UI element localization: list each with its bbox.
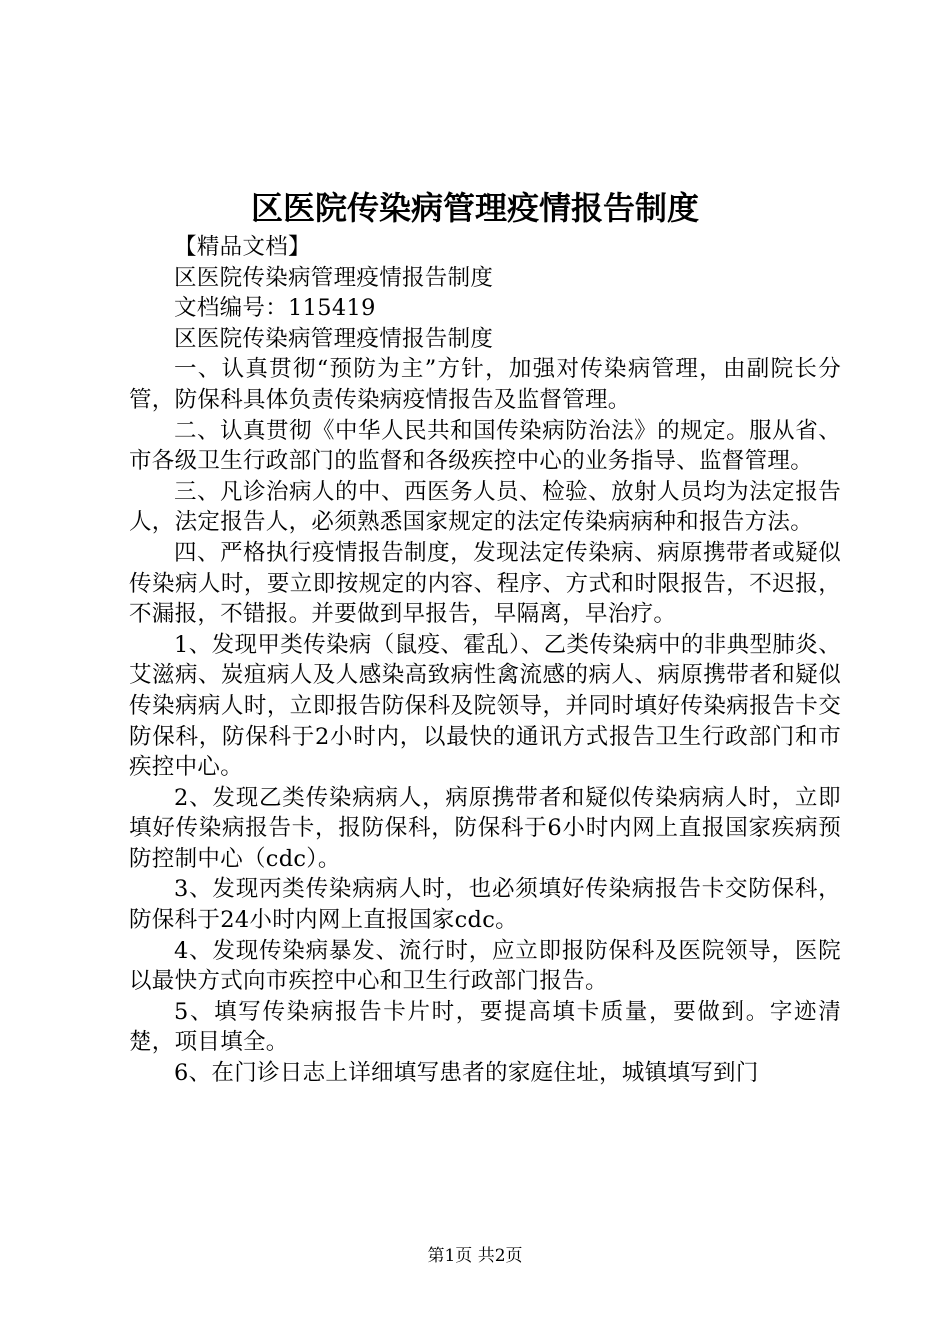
page-footer: 第1页 共2页 bbox=[427, 1246, 523, 1266]
paragraph-item-2: 二、认真贯彻《中华人民共和国传染病防治法》的规定。服从省、市各级卫生行政部门的监督和各级疾控中心的业务指导、监督管理。 bbox=[129, 417, 841, 475]
paragraph-item-1: 一、认真贯彻“预防为主”方针，加强对传染病管理，由副院长分管，防保科具体负责传染病疫情报告及监督管理。 bbox=[129, 356, 841, 413]
document-title: 区医院传染病管理疫情报告制度 bbox=[250, 189, 699, 227]
paragraph-subtitle: 区医院传染病管理疫情报告制度 bbox=[174, 264, 494, 291]
paragraph-sub-6: 6、在门诊日志上详细填写患者的家庭住址，城镇填写到门 bbox=[174, 1060, 759, 1087]
paragraph-sub-2: 2、发现乙类传染病病人，病原携带者和疑似传染病病人时，立即填好传染病报告卡，报防保科，防保科于6小时内网上直报国家疾病预防控制中心（cdc）。 bbox=[129, 784, 841, 872]
paragraph-sub-3: 3、发现丙类传染病病人时，也必须填好传染病报告卡交防保科，防保科于24小时内网上直报国家cdc。 bbox=[129, 876, 841, 934]
paragraph-doc-number: 文档编号：115419 bbox=[174, 295, 376, 322]
paragraph-sub-1: 1、发现甲类传染病（鼠疫、霍乱）、乙类传染病中的非典型肺炎、艾滋病、炭疽病人及人感染高致病性禽流感的病人、病原携带者和疑似传染病病人时，立即报告防保科及院领导，并同时填好传染病报告卡交防保科，防保科于2小时内，以最快的通讯方式报告卫生行政部门和市疾控中心。 bbox=[129, 631, 841, 781]
paragraph-item-4: 四、严格执行疫情报告制度，发现法定传染病、病原携带者或疑似传染病人时，要立即按规定的内容、程序、方式和时限报告，不迟报，不漏报，不错报。并要做到早报告，早隔离，早治疗。 bbox=[129, 539, 841, 628]
paragraph-sub-5: 5、填写传染病报告卡片时，要提高填卡质量，要做到。字迹清楚，项目填全。 bbox=[129, 998, 841, 1056]
paragraph-sub-4: 4、发现传染病暴发、流行时，应立即报防保科及医院领导，医院以最快方式向市疾控中心和卫生行政部门报告。 bbox=[129, 937, 841, 995]
paragraph-heading: 区医院传染病管理疫情报告制度 bbox=[174, 325, 494, 352]
document-body bbox=[129, 232, 841, 1089]
paragraph-tag: 【精品文档】 bbox=[174, 234, 311, 260]
paragraph-item-3: 三、凡诊治病人的中、西医务人员、检验、放射人员均为法定报告人，法定报告人，必须熟悉国家规定的法定传染病病种和报告方法。 bbox=[129, 478, 841, 536]
